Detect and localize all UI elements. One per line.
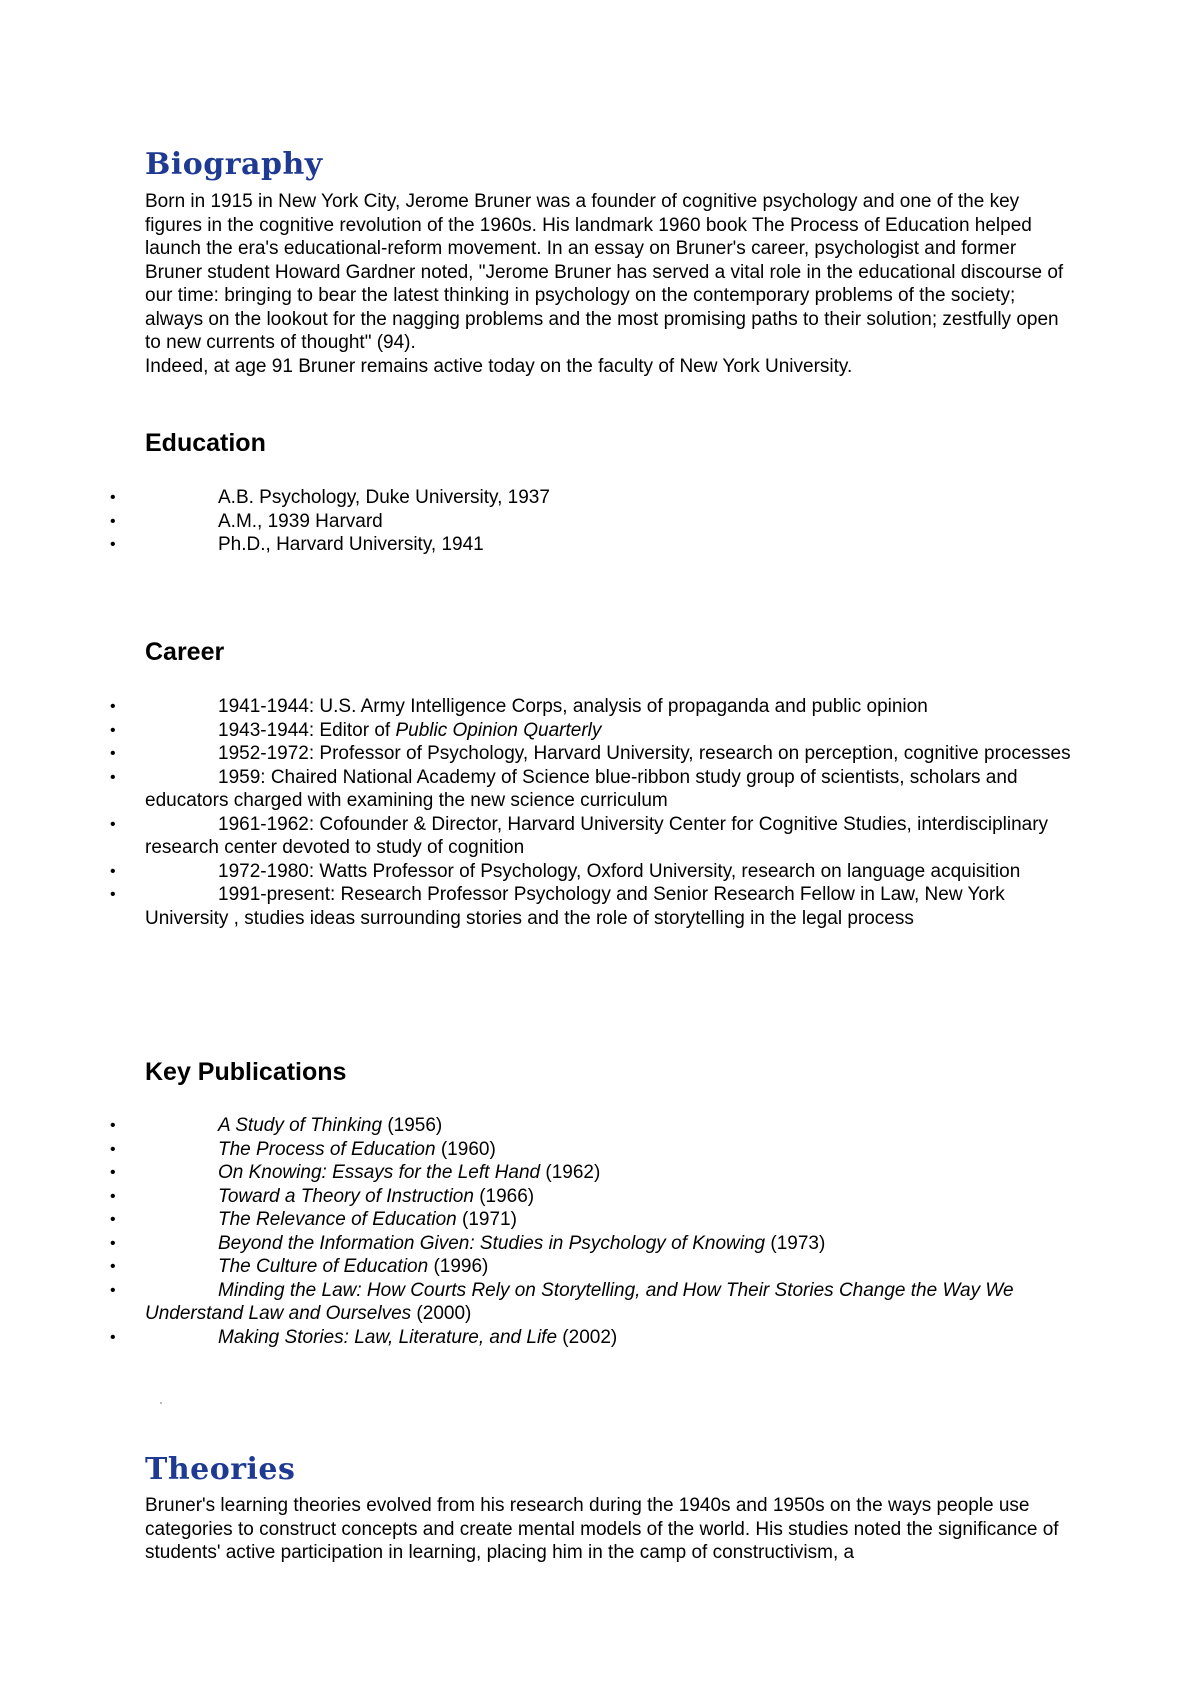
career-item-text: 1961-1962: Cofounder & Director, Harvard University Center for Cognitive Studies, interdisciplinary research center devoted to study of cognition bbox=[145, 813, 1049, 858]
publication-title: The Process of Education bbox=[218, 1138, 436, 1160]
publications-heading: Key Publications bbox=[145, 1058, 347, 1086]
bullet-icon: • bbox=[110, 1187, 116, 1205]
career-item-text: 1941-1944: U.S. Army Intelligence Corps, analysis of propaganda and public opinion bbox=[218, 696, 928, 717]
publication-title: On Knowing: Essays for the Left Hand bbox=[218, 1162, 541, 1183]
career-item bbox=[110, 860, 1075, 884]
career-item-text: 1959: Chaired National Academy of Science blue-ribbon study group of scientists, scholars and educators charged with examining the new science curriculum bbox=[145, 766, 1018, 811]
education-heading: Education bbox=[145, 429, 266, 457]
education-item-text: Ph.D., Harvard University, 1941 bbox=[218, 534, 484, 555]
bullet-icon: • bbox=[110, 1281, 116, 1299]
bullet-icon: • bbox=[110, 489, 116, 506]
bullet-icon: • bbox=[110, 536, 116, 553]
publication-title: Beyond the Information Given: Studies in Psychology of Knowing bbox=[218, 1232, 766, 1254]
education-list bbox=[110, 486, 1075, 557]
publication-item bbox=[110, 1161, 1075, 1185]
publication-item bbox=[110, 1255, 1075, 1279]
theories-paragraph bbox=[145, 1494, 1065, 1565]
career-item-italic: Public Opinion Quarterly bbox=[395, 719, 602, 741]
biography-heading: Biography bbox=[145, 147, 323, 182]
education-item bbox=[110, 533, 1075, 557]
publication-year: (1971) bbox=[456, 1209, 517, 1230]
education-item-text: A.B. Psychology, Duke University, 1937 bbox=[218, 487, 550, 508]
career-item-text: 1952-1972: Professor of Psychology, Harvard University, research on perception, cognitive processes bbox=[218, 743, 1071, 764]
bullet-icon: • bbox=[110, 886, 116, 903]
bullet-icon: • bbox=[110, 698, 116, 715]
publication-year: (2002) bbox=[557, 1326, 618, 1348]
career-item bbox=[110, 766, 1075, 813]
bullet-icon: • bbox=[110, 1258, 116, 1275]
publications-list bbox=[110, 1114, 1075, 1349]
bullet-icon: • bbox=[110, 1328, 116, 1346]
career-item bbox=[110, 742, 1075, 766]
bullet-icon: • bbox=[110, 815, 116, 833]
career-item-text: 1943-1944: Editor of bbox=[218, 719, 396, 741]
career-item bbox=[110, 883, 1075, 930]
career-list bbox=[110, 695, 1075, 930]
bullet-icon: • bbox=[110, 721, 116, 739]
bullet-icon: • bbox=[110, 862, 116, 880]
publication-item bbox=[110, 1232, 1075, 1256]
publication-year: (1966) bbox=[473, 1185, 535, 1207]
publication-item bbox=[110, 1279, 1075, 1326]
career-item-text: 1972-1980: Watts Professor of Psychology, Oxford University, research on language acquisition bbox=[218, 860, 1021, 882]
publication-year: (1973) bbox=[765, 1232, 826, 1254]
biography-text-2: Indeed, at age 91 Bruner remains active today on the faculty of New York University. bbox=[145, 355, 853, 377]
theories-text: Bruner's learning theories evolved from his research during the 1940s and 1950s on the ways people use categories to construct concepts and create mental models of the world. His studies noted the significance of students' active participation in learning, placing him in the camp of constructivism, a bbox=[145, 1495, 1059, 1563]
education-item bbox=[110, 510, 1075, 534]
publication-item bbox=[110, 1138, 1075, 1162]
career-item bbox=[110, 695, 1075, 719]
publication-item bbox=[110, 1208, 1075, 1232]
bullet-icon: • bbox=[110, 1164, 116, 1181]
theories-heading: Theories bbox=[145, 1452, 296, 1487]
publication-item bbox=[110, 1185, 1075, 1209]
publication-year: (1962) bbox=[540, 1162, 601, 1183]
career-heading: Career bbox=[145, 638, 225, 666]
publication-item bbox=[110, 1326, 1075, 1350]
biography-paragraph bbox=[145, 190, 1065, 378]
bullet-icon: • bbox=[110, 1140, 116, 1158]
bullet-icon: • bbox=[110, 512, 116, 530]
career-item bbox=[110, 719, 1075, 743]
publication-title: Making Stories: Law, Literature, and Life bbox=[218, 1326, 558, 1348]
publication-year: (1956) bbox=[382, 1115, 443, 1136]
publication-year: (1960) bbox=[435, 1138, 496, 1160]
stray-dot-mark bbox=[160, 1402, 162, 1404]
publication-year: (1996) bbox=[428, 1256, 489, 1277]
publication-title: A Study of Thinking bbox=[218, 1115, 383, 1136]
education-item-text: A.M., 1939 Harvard bbox=[218, 510, 383, 532]
career-item bbox=[110, 813, 1075, 860]
publication-year: (2000) bbox=[411, 1303, 472, 1324]
bullet-icon: • bbox=[110, 768, 116, 786]
bullet-icon: • bbox=[110, 1117, 116, 1134]
biography-text: Born in 1915 in New York City, Jerome Bruner was a founder of cognitive psychology and one of the key figures in the cognitive revolution of the 1960s. His landmark 1960 book The Process of Education helped launch the era's educational-reform movement. In an essay on Bruner's career, psychologist and former Bruner student Howard Gardner noted, "Jerome Bruner has served a vital role in the educational discourse of our time: bringing to bear the latest thinking in psychology on the contemporary problems of the society; always on the lookout for the nagging problems and the most promising paths to their solution; zestfully open to new currents of thought" (94). bbox=[145, 191, 1064, 353]
education-item bbox=[110, 486, 1075, 510]
career-item-text: 1991-present: Research Professor Psychology and Senior Research Fellow in Law, New York University , studies ideas surrounding stories and the role of storytelling in the legal process bbox=[145, 884, 1005, 929]
bullet-icon: • bbox=[110, 1211, 116, 1228]
publication-title: The Culture of Education bbox=[218, 1256, 429, 1277]
publication-title: Minding the Law: How Courts Rely on Storytelling, and How Their Stories Change the Way We Understand Law and Ourselves bbox=[145, 1279, 1014, 1324]
publication-title: Toward a Theory of Instruction bbox=[218, 1185, 474, 1207]
bullet-icon: • bbox=[110, 1234, 116, 1252]
publication-item bbox=[110, 1114, 1075, 1138]
publication-title: The Relevance of Education bbox=[218, 1209, 457, 1230]
bullet-icon: • bbox=[110, 745, 116, 762]
